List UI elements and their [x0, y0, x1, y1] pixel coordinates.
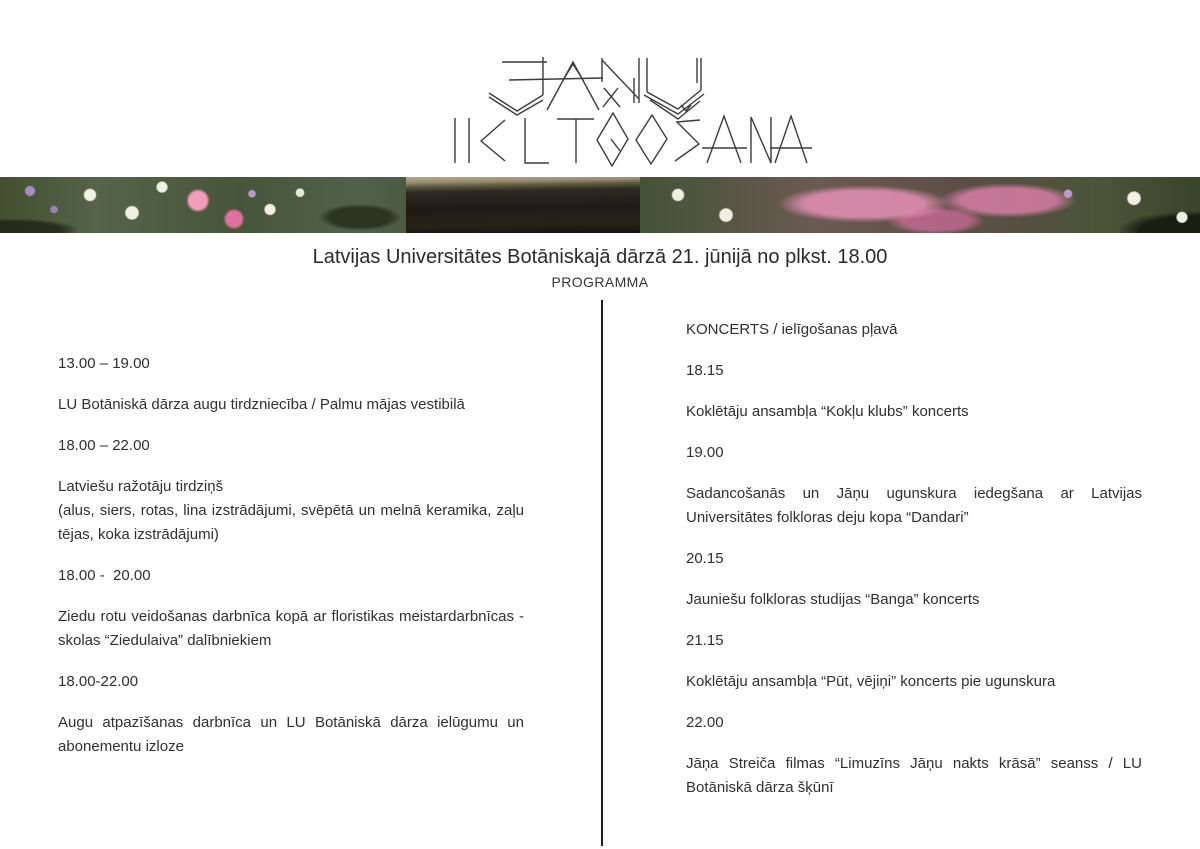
logo-word-janu [489, 57, 704, 119]
event-description-line: Latviešu ražotāju tirdziņš [58, 478, 224, 495]
logo [0, 0, 1200, 175]
program-column-left [58, 352, 524, 776]
time-slot: 19.00 [686, 444, 724, 461]
time-slot: 13.00 – 19.00 [58, 355, 150, 372]
logo-word-ieligosana [455, 105, 812, 166]
time-slot: 18.00-22.00 [58, 673, 139, 690]
time-slot: 20.15 [686, 550, 724, 567]
flower-overlay [0, 177, 1200, 233]
logo-text [0, 0, 1, 1]
event-title: Latvijas Universitātes Botāniskajā dārzā 21. jūnijā no plkst. 18.00 [312, 246, 888, 268]
program-heading: PROGRAMMA [551, 274, 649, 290]
logo-line-art [445, 50, 830, 170]
event-description [58, 475, 524, 547]
event-description: LU Botāniskā dārza augu tirdzniecība / Palmu mājas vestibilā [58, 396, 465, 413]
time-slot: 18.00 – 22.00 [58, 437, 150, 454]
program-column-right [686, 318, 1142, 817]
event-description: Koklētāju ansambļa “Pūt, vējiņi” koncerts pie ugunskura [686, 673, 1056, 690]
concert-section-header: KONCERTS / ielīgošanas pļavā [686, 321, 898, 338]
event-description-note: (alus, siers, rotas, lina izstrādājumi, svēpētā un melnā keramika, zaļu tējas, koka izstrādājumi) [58, 502, 524, 543]
event-description: Jauniešu folkloras studijas “Banga” koncerts [686, 591, 980, 608]
time-slot: 18.15 [686, 362, 724, 379]
event-description: Koklētāju ansambļa “Kokļu klubs” koncerts [686, 403, 969, 420]
time-slot: 22.00 [686, 714, 724, 731]
event-description: Jāņa Streiča filmas “Limuzīns Jāņu nakts krāsā” seanss / LU Botāniskā dārza šķūnī [686, 755, 1142, 796]
event-description: Sadancošanās un Jāņu ugunskura iedegšana ar Latvijas Universitātes folkloras deju kopa “Dandari” [686, 485, 1142, 526]
flower-banner-photo [0, 177, 1200, 233]
column-divider [601, 300, 603, 846]
time-slot: 18.00 - 20.00 [58, 567, 151, 584]
time-slot: 21.15 [686, 632, 724, 649]
event-description: Ziedu rotu veidošanas darbnīca kopā ar floristikas meistardarbnīcas - skolas “Ziedulaiva” dalībniekiem [58, 608, 524, 649]
event-description: Augu atpazīšanas darbnīca un LU Botāniskā dārza ielūgumu un abonementu izloze [58, 714, 524, 755]
